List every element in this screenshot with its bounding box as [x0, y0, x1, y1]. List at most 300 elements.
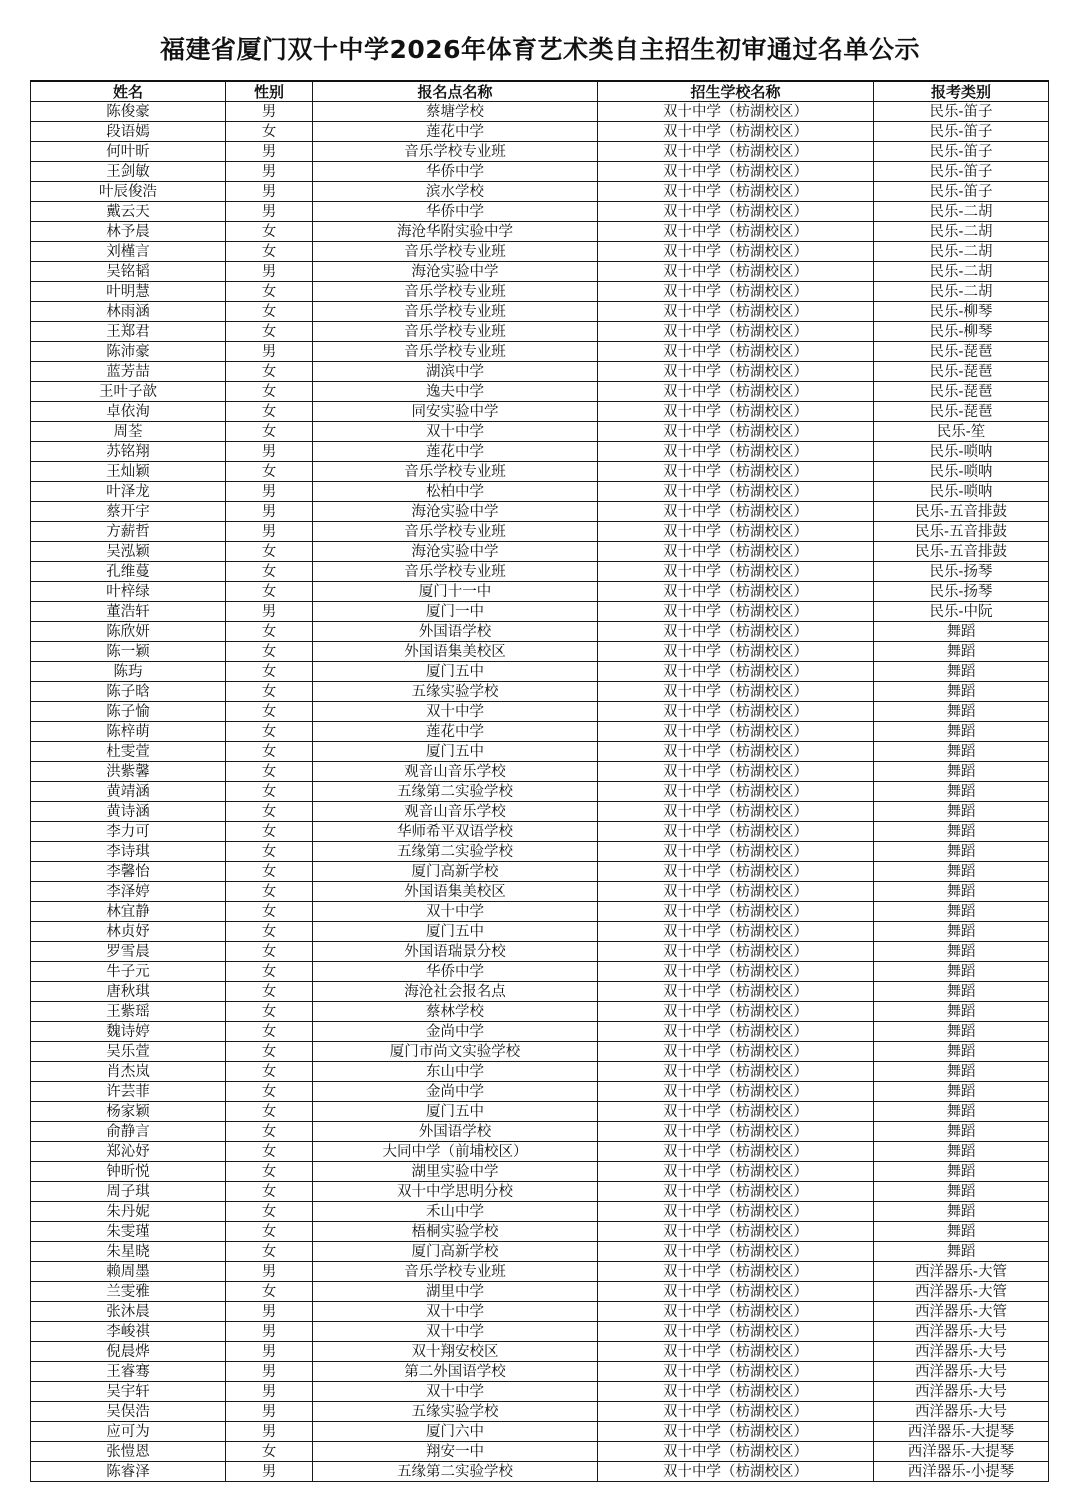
table-row [31, 1422, 1049, 1442]
cell-gender: 女 [226, 582, 313, 602]
cell-gender: 男 [226, 142, 313, 162]
cell-name: 林予晨 [31, 222, 226, 242]
table-row [31, 1202, 1049, 1222]
cell-name: 杨家颖 [31, 1102, 226, 1122]
cell-gender: 女 [226, 1222, 313, 1242]
cell-admitting-school: 双十中学（枋湖校区） [598, 1142, 874, 1162]
cell-registration-site: 外国语集美校区 [313, 642, 598, 662]
cell-gender: 女 [226, 762, 313, 782]
cell-name: 陈一颖 [31, 642, 226, 662]
cell-registration-site: 莲花中学 [313, 122, 598, 142]
cell-gender: 女 [226, 642, 313, 662]
cell-category: 舞蹈 [874, 942, 1049, 962]
cell-gender: 男 [226, 602, 313, 622]
cell-name: 朱星晓 [31, 1242, 226, 1262]
cell-gender: 女 [226, 222, 313, 242]
cell-admitting-school: 双十中学（枋湖校区） [598, 462, 874, 482]
cell-category: 民乐-二胡 [874, 242, 1049, 262]
cell-name: 李峻祺 [31, 1322, 226, 1342]
cell-name: 黄靖涵 [31, 782, 226, 802]
cell-category: 舞蹈 [874, 622, 1049, 642]
header-registration-site: 报名点名称 [313, 81, 598, 102]
cell-category: 西洋器乐-大号 [874, 1342, 1049, 1362]
cell-registration-site: 翔安一中 [313, 1442, 598, 1462]
cell-gender: 男 [226, 102, 313, 122]
cell-registration-site: 东山中学 [313, 1062, 598, 1082]
table-row [31, 102, 1049, 122]
table-row [31, 482, 1049, 502]
table-row [31, 842, 1049, 862]
cell-gender: 女 [226, 902, 313, 922]
cell-gender: 男 [226, 1382, 313, 1402]
cell-gender: 男 [226, 502, 313, 522]
cell-category: 民乐-五音排鼓 [874, 522, 1049, 542]
cell-admitting-school: 双十中学（枋湖校区） [598, 602, 874, 622]
cell-gender: 男 [226, 1362, 313, 1382]
cell-gender: 女 [226, 1082, 313, 1102]
table-row [31, 642, 1049, 662]
table-row [31, 802, 1049, 822]
cell-category: 民乐-二胡 [874, 262, 1049, 282]
cell-registration-site: 音乐学校专业班 [313, 242, 598, 262]
table-row [31, 1222, 1049, 1242]
cell-registration-site: 五缘实验学校 [313, 1402, 598, 1422]
cell-registration-site: 音乐学校专业班 [313, 342, 598, 362]
cell-gender: 女 [226, 402, 313, 422]
cell-admitting-school: 双十中学（枋湖校区） [598, 102, 874, 122]
cell-registration-site: 大同中学（前埔校区） [313, 1142, 598, 1162]
table-row [31, 282, 1049, 302]
cell-category: 舞蹈 [874, 982, 1049, 1002]
table-row [31, 622, 1049, 642]
cell-gender: 男 [226, 202, 313, 222]
cell-admitting-school: 双十中学（枋湖校区） [598, 1422, 874, 1442]
cell-registration-site: 观音山音乐学校 [313, 762, 598, 782]
cell-gender: 女 [226, 922, 313, 942]
cell-category: 西洋器乐-小提琴 [874, 1462, 1049, 1482]
cell-name: 吴乐萱 [31, 1042, 226, 1062]
table-row [31, 702, 1049, 722]
cell-admitting-school: 双十中学（枋湖校区） [598, 582, 874, 602]
cell-name: 林雨涵 [31, 302, 226, 322]
cell-name: 刘槿言 [31, 242, 226, 262]
cell-name: 陈睿泽 [31, 1462, 226, 1482]
cell-name: 李诗琪 [31, 842, 226, 862]
cell-registration-site: 禾山中学 [313, 1202, 598, 1222]
cell-admitting-school: 双十中学（枋湖校区） [598, 302, 874, 322]
cell-category: 舞蹈 [874, 1022, 1049, 1042]
cell-admitting-school: 双十中学（枋湖校区） [598, 802, 874, 822]
cell-gender: 女 [226, 1182, 313, 1202]
cell-admitting-school: 双十中学（枋湖校区） [598, 242, 874, 262]
cell-admitting-school: 双十中学（枋湖校区） [598, 722, 874, 742]
cell-admitting-school: 双十中学（枋湖校区） [598, 642, 874, 662]
cell-admitting-school: 双十中学（枋湖校区） [598, 1002, 874, 1022]
cell-admitting-school: 双十中学（枋湖校区） [598, 1102, 874, 1122]
cell-registration-site: 厦门一中 [313, 602, 598, 622]
cell-admitting-school: 双十中学（枋湖校区） [598, 942, 874, 962]
cell-category: 舞蹈 [874, 922, 1049, 942]
cell-category: 舞蹈 [874, 762, 1049, 782]
cell-registration-site: 音乐学校专业班 [313, 522, 598, 542]
cell-gender: 女 [226, 1042, 313, 1062]
cell-category: 民乐-笛子 [874, 102, 1049, 122]
cell-admitting-school: 双十中学（枋湖校区） [598, 1082, 874, 1102]
table-row [31, 382, 1049, 402]
cell-category: 舞蹈 [874, 1122, 1049, 1142]
cell-gender: 女 [226, 622, 313, 642]
cell-category: 舞蹈 [874, 1162, 1049, 1182]
cell-name: 李馨怡 [31, 862, 226, 882]
cell-admitting-school: 双十中学（枋湖校区） [598, 482, 874, 502]
table-row [31, 1262, 1049, 1282]
table-row [31, 822, 1049, 842]
cell-category: 民乐-笛子 [874, 162, 1049, 182]
cell-name: 陈俊豪 [31, 102, 226, 122]
cell-registration-site: 梧桐实验学校 [313, 1222, 598, 1242]
cell-gender: 女 [226, 1062, 313, 1082]
header-category: 报考类别 [874, 81, 1049, 102]
cell-category: 西洋器乐-大号 [874, 1402, 1049, 1422]
table-row [31, 662, 1049, 682]
cell-admitting-school: 双十中学（枋湖校区） [598, 282, 874, 302]
cell-gender: 女 [226, 822, 313, 842]
cell-category: 西洋器乐-大提琴 [874, 1422, 1049, 1442]
cell-category: 舞蹈 [874, 1002, 1049, 1022]
cell-gender: 女 [226, 542, 313, 562]
cell-gender: 女 [226, 382, 313, 402]
cell-registration-site: 海沧社会报名点 [313, 982, 598, 1002]
cell-gender: 女 [226, 1002, 313, 1022]
cell-name: 郑沁妤 [31, 1142, 226, 1162]
table-row [31, 1082, 1049, 1102]
cell-admitting-school: 双十中学（枋湖校区） [598, 1122, 874, 1142]
cell-gender: 女 [226, 1142, 313, 1162]
cell-registration-site: 音乐学校专业班 [313, 142, 598, 162]
cell-admitting-school: 双十中学（枋湖校区） [598, 362, 874, 382]
cell-admitting-school: 双十中学（枋湖校区） [598, 862, 874, 882]
cell-name: 应可为 [31, 1422, 226, 1442]
cell-admitting-school: 双十中学（枋湖校区） [598, 1402, 874, 1422]
cell-registration-site: 莲花中学 [313, 442, 598, 462]
cell-category: 民乐-扬琴 [874, 562, 1049, 582]
cell-admitting-school: 双十中学（枋湖校区） [598, 502, 874, 522]
cell-name: 陈子愉 [31, 702, 226, 722]
cell-gender: 男 [226, 1262, 313, 1282]
cell-name: 林贞妤 [31, 922, 226, 942]
cell-admitting-school: 双十中学（枋湖校区） [598, 1362, 874, 1382]
cell-name: 陈子晗 [31, 682, 226, 702]
cell-category: 民乐-琵琶 [874, 382, 1049, 402]
cell-registration-site: 逸夫中学 [313, 382, 598, 402]
cell-registration-site: 海沧实验中学 [313, 262, 598, 282]
cell-category: 舞蹈 [874, 862, 1049, 882]
cell-category: 民乐-柳琴 [874, 322, 1049, 342]
cell-category: 舞蹈 [874, 702, 1049, 722]
cell-category: 舞蹈 [874, 682, 1049, 702]
cell-admitting-school: 双十中学（枋湖校区） [598, 202, 874, 222]
cell-admitting-school: 双十中学（枋湖校区） [598, 882, 874, 902]
cell-name: 王睿骞 [31, 1362, 226, 1382]
cell-gender: 女 [226, 282, 313, 302]
cell-gender: 女 [226, 1442, 313, 1462]
cell-gender: 女 [226, 302, 313, 322]
cell-name: 俞静言 [31, 1122, 226, 1142]
cell-admitting-school: 双十中学（枋湖校区） [598, 442, 874, 462]
cell-admitting-school: 双十中学（枋湖校区） [598, 342, 874, 362]
cell-gender: 男 [226, 442, 313, 462]
table-row [31, 1302, 1049, 1322]
cell-admitting-school: 双十中学（枋湖校区） [598, 1022, 874, 1042]
table-row [31, 1242, 1049, 1262]
cell-name: 叶泽龙 [31, 482, 226, 502]
cell-registration-site: 厦门高新学校 [313, 1242, 598, 1262]
table-row [31, 1382, 1049, 1402]
cell-gender: 女 [226, 662, 313, 682]
table-row [31, 1442, 1049, 1462]
cell-admitting-school: 双十中学（枋湖校区） [598, 1222, 874, 1242]
cell-admitting-school: 双十中学（枋湖校区） [598, 262, 874, 282]
cell-name: 钟昕悦 [31, 1162, 226, 1182]
cell-gender: 男 [226, 1322, 313, 1342]
table-row [31, 582, 1049, 602]
cell-registration-site: 金尚中学 [313, 1082, 598, 1102]
cell-admitting-school: 双十中学（枋湖校区） [598, 902, 874, 922]
cell-category: 民乐-笛子 [874, 122, 1049, 142]
cell-registration-site: 湖里中学 [313, 1282, 598, 1302]
cell-category: 西洋器乐-大提琴 [874, 1442, 1049, 1462]
cell-category: 舞蹈 [874, 1042, 1049, 1062]
cell-category: 民乐-笛子 [874, 142, 1049, 162]
cell-admitting-school: 双十中学（枋湖校区） [598, 182, 874, 202]
cell-name: 孔维蔓 [31, 562, 226, 582]
cell-registration-site: 海沧华附实验中学 [313, 222, 598, 242]
header-gender: 性别 [226, 81, 313, 102]
cell-name: 黄诗涵 [31, 802, 226, 822]
cell-registration-site: 同安实验中学 [313, 402, 598, 422]
table-row [31, 522, 1049, 542]
cell-admitting-school: 双十中学（枋湖校区） [598, 762, 874, 782]
cell-admitting-school: 双十中学（枋湖校区） [598, 782, 874, 802]
cell-admitting-school: 双十中学（枋湖校区） [598, 122, 874, 142]
cell-name: 王郑君 [31, 322, 226, 342]
cell-category: 舞蹈 [874, 1082, 1049, 1102]
cell-gender: 女 [226, 982, 313, 1002]
table-row [31, 862, 1049, 882]
cell-category: 舞蹈 [874, 742, 1049, 762]
cell-admitting-school: 双十中学（枋湖校区） [598, 1042, 874, 1062]
cell-name: 王灿颖 [31, 462, 226, 482]
cell-registration-site: 音乐学校专业班 [313, 282, 598, 302]
cell-category: 舞蹈 [874, 902, 1049, 922]
cell-name: 朱雯瑾 [31, 1222, 226, 1242]
cell-gender: 女 [226, 322, 313, 342]
cell-registration-site: 华侨中学 [313, 202, 598, 222]
cell-admitting-school: 双十中学（枋湖校区） [598, 1442, 874, 1462]
cell-category: 舞蹈 [874, 662, 1049, 682]
cell-gender: 男 [226, 1302, 313, 1322]
cell-category: 西洋器乐-大管 [874, 1302, 1049, 1322]
cell-gender: 女 [226, 1022, 313, 1042]
table-row [31, 442, 1049, 462]
cell-category: 民乐-笙 [874, 422, 1049, 442]
cell-gender: 男 [226, 342, 313, 362]
cell-admitting-school: 双十中学（枋湖校区） [598, 402, 874, 422]
cell-registration-site: 厦门高新学校 [313, 862, 598, 882]
cell-category: 民乐-琵琶 [874, 402, 1049, 422]
cell-admitting-school: 双十中学（枋湖校区） [598, 1262, 874, 1282]
cell-registration-site: 双十中学 [313, 702, 598, 722]
cell-admitting-school: 双十中学（枋湖校区） [598, 662, 874, 682]
cell-name: 叶梓绿 [31, 582, 226, 602]
table-row [31, 1282, 1049, 1302]
cell-gender: 女 [226, 722, 313, 742]
table-row [31, 182, 1049, 202]
cell-name: 卓依洵 [31, 402, 226, 422]
cell-registration-site: 厦门五中 [313, 1102, 598, 1122]
cell-name: 陈欣妍 [31, 622, 226, 642]
cell-registration-site: 双十中学 [313, 902, 598, 922]
cell-registration-site: 音乐学校专业班 [313, 462, 598, 482]
cell-registration-site: 双十中学 [313, 422, 598, 442]
table-row [31, 1402, 1049, 1422]
table-row [31, 962, 1049, 982]
cell-registration-site: 海沧实验中学 [313, 502, 598, 522]
table-row [31, 762, 1049, 782]
cell-name: 魏诗婷 [31, 1022, 226, 1042]
cell-category: 舞蹈 [874, 1142, 1049, 1162]
cell-gender: 男 [226, 1422, 313, 1442]
cell-name: 林宜静 [31, 902, 226, 922]
cell-admitting-school: 双十中学（枋湖校区） [598, 1182, 874, 1202]
table-row [31, 602, 1049, 622]
cell-category: 民乐-二胡 [874, 222, 1049, 242]
cell-gender: 男 [226, 1402, 313, 1422]
cell-registration-site: 五缘第二实验学校 [313, 1462, 598, 1482]
cell-gender: 女 [226, 1242, 313, 1262]
cell-registration-site: 华侨中学 [313, 162, 598, 182]
cell-name: 朱丹妮 [31, 1202, 226, 1222]
cell-registration-site: 双十中学 [313, 1302, 598, 1322]
cell-gender: 女 [226, 782, 313, 802]
cell-gender: 女 [226, 962, 313, 982]
cell-gender: 男 [226, 182, 313, 202]
cell-category: 舞蹈 [874, 882, 1049, 902]
table-row [31, 222, 1049, 242]
cell-admitting-school: 双十中学（枋湖校区） [598, 382, 874, 402]
cell-name: 陈玙 [31, 662, 226, 682]
cell-category: 民乐-笛子 [874, 182, 1049, 202]
cell-name: 李力可 [31, 822, 226, 842]
cell-admitting-school: 双十中学（枋湖校区） [598, 142, 874, 162]
cell-category: 西洋器乐-大管 [874, 1262, 1049, 1282]
cell-category: 舞蹈 [874, 1182, 1049, 1202]
page-title: 福建省厦门双十中学2026年体育艺术类自主招生初审通过名单公示 [159, 35, 921, 64]
cell-registration-site: 厦门市尚文实验学校 [313, 1042, 598, 1062]
table-row [31, 782, 1049, 802]
cell-registration-site: 音乐学校专业班 [313, 302, 598, 322]
table-row [31, 302, 1049, 322]
cell-admitting-school: 双十中学（枋湖校区） [598, 702, 874, 722]
cell-gender: 女 [226, 1102, 313, 1122]
cell-registration-site: 双十中学思明分校 [313, 1182, 598, 1202]
header-admitting-school: 招生学校名称 [598, 81, 874, 102]
cell-name: 蓝芳喆 [31, 362, 226, 382]
cell-name: 方薪哲 [31, 522, 226, 542]
cell-name: 周子琪 [31, 1182, 226, 1202]
cell-gender: 男 [226, 482, 313, 502]
cell-category: 民乐-柳琴 [874, 302, 1049, 322]
cell-gender: 男 [226, 162, 313, 182]
table-row [31, 422, 1049, 442]
table-row [31, 722, 1049, 742]
cell-registration-site: 蔡塘学校 [313, 102, 598, 122]
cell-category: 舞蹈 [874, 822, 1049, 842]
cell-category: 民乐-唢呐 [874, 482, 1049, 502]
cell-name: 张沐晨 [31, 1302, 226, 1322]
cell-registration-site: 外国语集美校区 [313, 882, 598, 902]
cell-gender: 女 [226, 882, 313, 902]
cell-admitting-school: 双十中学（枋湖校区） [598, 1282, 874, 1302]
cell-name: 兰雯雅 [31, 1282, 226, 1302]
cell-admitting-school: 双十中学（枋湖校区） [598, 922, 874, 942]
table-row [31, 682, 1049, 702]
cell-category: 民乐-唢呐 [874, 442, 1049, 462]
cell-name: 蔡开宇 [31, 502, 226, 522]
cell-name: 王叶子歆 [31, 382, 226, 402]
cell-admitting-school: 双十中学（枋湖校区） [598, 1162, 874, 1182]
cell-name: 王紫瑶 [31, 1002, 226, 1022]
cell-category: 西洋器乐-大管 [874, 1282, 1049, 1302]
cell-registration-site: 厦门五中 [313, 662, 598, 682]
cell-category: 民乐-琵琶 [874, 362, 1049, 382]
cell-admitting-school: 双十中学（枋湖校区） [598, 1242, 874, 1262]
table-row [31, 882, 1049, 902]
cell-registration-site: 滨水学校 [313, 182, 598, 202]
cell-registration-site: 湖里实验中学 [313, 1162, 598, 1182]
cell-category: 西洋器乐-大号 [874, 1362, 1049, 1382]
cell-registration-site: 外国语学校 [313, 622, 598, 642]
cell-admitting-school: 双十中学（枋湖校区） [598, 622, 874, 642]
table-row [31, 462, 1049, 482]
cell-registration-site: 外国语瑞景分校 [313, 942, 598, 962]
cell-admitting-school: 双十中学（枋湖校区） [598, 1062, 874, 1082]
cell-admitting-school: 双十中学（枋湖校区） [598, 1302, 874, 1322]
cell-registration-site: 双十中学 [313, 1382, 598, 1402]
table-row [31, 902, 1049, 922]
table-row [31, 322, 1049, 342]
cell-category: 舞蹈 [874, 1202, 1049, 1222]
table-row [31, 1002, 1049, 1022]
cell-category: 民乐-五音排鼓 [874, 542, 1049, 562]
cell-registration-site: 音乐学校专业班 [313, 1262, 598, 1282]
cell-name: 叶明慧 [31, 282, 226, 302]
cell-gender: 女 [226, 1122, 313, 1142]
table-row [31, 982, 1049, 1002]
cell-registration-site: 金尚中学 [313, 1022, 598, 1042]
admission-list-table [30, 80, 1049, 1482]
cell-name: 董浩轩 [31, 602, 226, 622]
cell-category: 舞蹈 [874, 1102, 1049, 1122]
cell-registration-site: 音乐学校专业班 [313, 562, 598, 582]
cell-name: 倪晨烨 [31, 1342, 226, 1362]
header-name: 姓名 [31, 81, 226, 102]
cell-name: 何叶昕 [31, 142, 226, 162]
cell-admitting-school: 双十中学（枋湖校区） [598, 562, 874, 582]
table-row [31, 1042, 1049, 1062]
cell-gender: 女 [226, 702, 313, 722]
table-header-row [31, 81, 1049, 102]
